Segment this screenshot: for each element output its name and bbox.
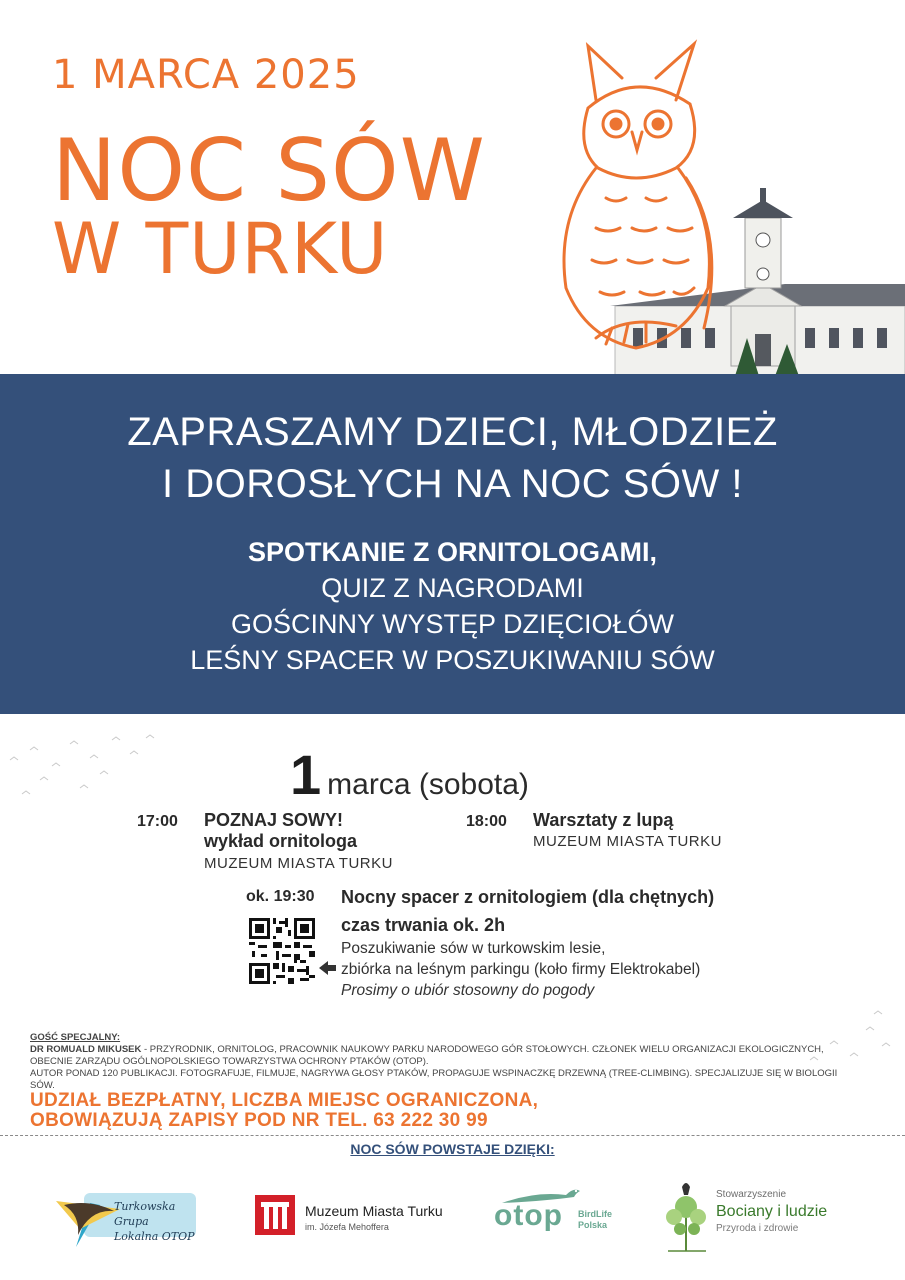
event-place: MUZEUM MIASTA TURKU — [204, 855, 393, 872]
tree-stork-icon — [660, 1177, 712, 1253]
event-time: ok. 19:30 — [246, 888, 315, 905]
owl-illustration — [536, 38, 736, 378]
event-title: Nocny spacer z ornitologiem (dla chętnych) — [341, 887, 715, 907]
muzeum-logo-icon — [255, 1195, 295, 1235]
special-guest-bio: - PRZYRODNIK, ORNITOLOG, PRACOWNIK NAUKOWY PARKU NARODOWEGO GÓR STOŁOWYCH. CZŁONEK WIELU ORGANIZACJI EKOLOGICZNYCH, — [141, 1044, 824, 1055]
event-subtitle: wykład ornitologa — [204, 831, 358, 851]
muzeum-logo-sub: im. Józefa Mehoffera — [305, 1222, 389, 1232]
banner-headline — [0, 406, 905, 510]
event-time: 18:00 — [466, 813, 507, 830]
muzeum-logo-name: Muzeum Miasta Turku — [305, 1203, 443, 1219]
event-item — [204, 810, 393, 872]
sponsors-heading: NOC SÓW POWSTAJE DZIĘKI: — [350, 1141, 555, 1157]
day-label: marca (sobota) — [327, 768, 529, 801]
schedule-day — [290, 742, 529, 807]
event-description: zbiórka na leśnym parkingu (koło firmy Elektrokabel) — [341, 961, 701, 978]
event-subtitle: czas trwania ok. 2h — [341, 915, 506, 935]
program-banner — [0, 374, 905, 714]
event-description: Poszukiwanie sów w turkowskim lesie, — [341, 940, 606, 957]
event-title-line2: W TURKU — [52, 208, 389, 290]
program-item: QUIZ Z NAGRODAMI — [321, 573, 584, 603]
event-note: Prosimy o ubiór stosowny do pogody — [341, 982, 595, 999]
tgl-logo-text: Lokalna OTOP — [114, 1230, 195, 1243]
event-item — [533, 810, 722, 850]
program-item: LEŚNY SPACER W POSZUKIWANIU SÓW — [190, 645, 715, 675]
divider — [0, 1135, 905, 1136]
registration-line: UDZIAŁ BEZPŁATNY, LICZBA MIEJSC OGRANICZONA, — [30, 1090, 539, 1111]
banner-headline-line2: I DOROSŁYCH NA NOC SÓW ! — [162, 462, 743, 506]
day-number: 1 — [290, 743, 322, 806]
bociany-logo-text: Stowarzyszenie — [716, 1189, 787, 1200]
program-item: GOŚCINNY WYSTĘP DZIĘCIOŁÓW — [230, 609, 675, 639]
bociany-logo — [660, 1177, 860, 1253]
event-title-line1: NOC SÓW — [52, 121, 486, 221]
registration-phone-line: OBOWIĄZUJĄ ZAPISY POD NR TEL. 63 222 30 99 — [30, 1110, 488, 1131]
event-title: Warsztaty z lupą — [533, 810, 674, 830]
event-title: POZNAJ SOWY! — [204, 810, 344, 830]
qr-code[interactable] — [249, 918, 315, 984]
birdlife-text: BirdLife — [578, 1209, 613, 1219]
special-guest-bio: AUTOR PONAD 120 PUBLIKACJI. FOTOGRAFUJE, FILMUJE, NAGRYWA GŁOSY PTAKÓW, PROPAGUJE WSPINACZKĘ DRZEWNĄ (TREE-CLIMBING). SPECJALIZUJE SIĘ W BIOLOGII SÓW. — [30, 1068, 838, 1091]
special-guest-name: DR ROMUALD MIKUSEK — [30, 1044, 142, 1055]
event-time: 17:00 — [137, 813, 178, 830]
special-guest — [30, 1032, 850, 1092]
arrow-left-icon — [319, 960, 337, 976]
otop-logo-word: otop — [494, 1199, 563, 1232]
tgl-otop-logo — [50, 1185, 200, 1249]
special-guest-bio: OBECNIE ZARZĄDU OGÓLNOPOLSKIEGO TOWARZYSTWA OCHRONY PTAKÓW (OTOP). — [30, 1056, 429, 1067]
event-item — [341, 884, 714, 1001]
birds-flock-decoration — [0, 730, 170, 810]
bociany-logo-tagline: Przyroda i zdrowie — [716, 1223, 799, 1234]
tgl-logo-text: Turkowska Grupa — [114, 1200, 176, 1228]
bociany-logo-name: Bociany i ludzie — [716, 1203, 828, 1220]
special-guest-label: GOŚĆ SPECJALNY: — [30, 1032, 121, 1043]
registration-note — [30, 1091, 538, 1131]
birdlife-text: Polska — [578, 1220, 608, 1230]
banner-headline-line1: ZAPRASZAMY DZIECI, MŁODZIEŻ — [127, 410, 778, 454]
otop-birdlife-logo — [494, 1183, 624, 1243]
program-item: SPOTKANIE Z ORNITOLOGAMI, — [247, 537, 657, 567]
event-place: MUZEUM MIASTA TURKU — [533, 833, 722, 850]
event-date-heading: 1 MARCA 2025 — [52, 52, 360, 98]
